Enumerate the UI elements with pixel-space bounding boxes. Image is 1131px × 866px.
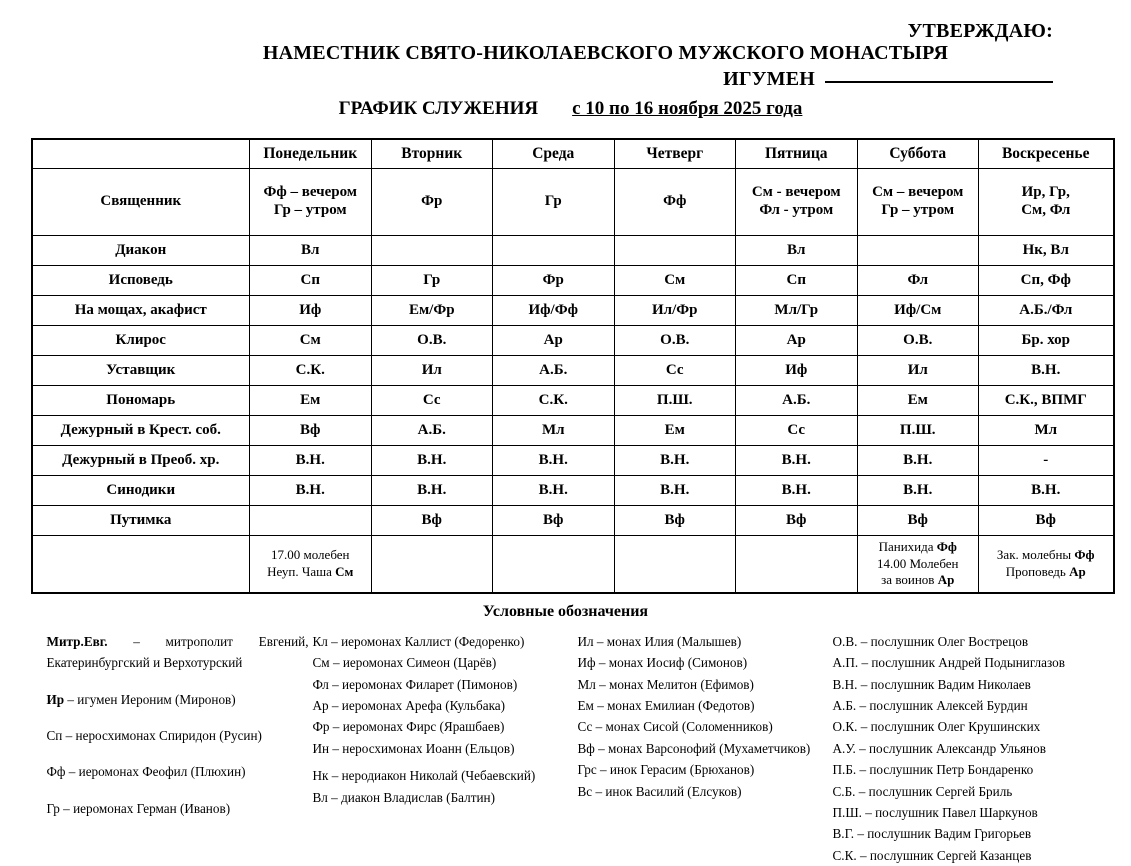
cell-line: 14.00 Молебен xyxy=(877,555,959,571)
table-head xyxy=(32,139,1114,169)
schedule-cell xyxy=(614,325,736,355)
cell-line: Вф xyxy=(421,511,442,528)
schedule-cell xyxy=(736,235,858,265)
legend-column-1 xyxy=(31,631,313,819)
legend-item: Иф – монах Иосиф (Симонов) xyxy=(577,655,748,671)
cell-line: В.Н. xyxy=(660,481,690,498)
notes-cell xyxy=(250,535,372,593)
schedule-cell xyxy=(857,235,979,265)
schedule-cell xyxy=(493,415,615,445)
schedule-cell xyxy=(857,505,979,535)
cell-line: В.Н. xyxy=(538,451,568,468)
schedule-cell xyxy=(736,445,858,475)
notes-cell xyxy=(857,535,979,593)
cell-line: А.Б. xyxy=(782,391,811,408)
schedule-cell xyxy=(614,168,736,235)
cell-line: В.Н. xyxy=(295,481,325,498)
notes-cell xyxy=(736,535,858,593)
legend-item: Ар – иеромонах Арефа (Кульбака) xyxy=(312,698,506,714)
cell-line: Вф xyxy=(1035,511,1056,528)
legend-column-3 xyxy=(578,631,833,802)
schedule-cell xyxy=(493,168,615,235)
cell-line: Иф xyxy=(785,361,808,378)
cell-line: В.Н. xyxy=(781,481,811,498)
schedule-cell xyxy=(979,385,1114,415)
schedule-cell xyxy=(493,235,615,265)
legend-item: Ир – игумен Иероним (Миронов) xyxy=(46,691,236,707)
legend-item: Митр.Евг. – митрополит Евгений, xyxy=(46,633,309,649)
schedule-cell xyxy=(371,235,493,265)
legend-item: Сс – монах Сисой (Соломенников) xyxy=(577,719,773,735)
cell-line: 17.00 молебен xyxy=(271,547,350,563)
cell-line: Фл - утром xyxy=(759,201,834,218)
schedule-cell xyxy=(371,325,493,355)
schedule-cell xyxy=(736,295,858,325)
cell-line: С.К. xyxy=(538,391,568,408)
legend-title: Условные обозначения xyxy=(482,602,649,620)
schedule-cell xyxy=(736,325,858,355)
cell-line: Иф/Фф xyxy=(528,301,578,318)
schedule-cell xyxy=(857,325,979,355)
table-row xyxy=(32,265,1114,295)
cell-line: Гр – утром xyxy=(881,201,955,218)
legend-item: А.У. – послушник Александр Ульянов xyxy=(832,740,1046,756)
cell-line: О.В. xyxy=(660,331,690,348)
cell-line: В.Н. xyxy=(417,451,447,468)
legend-spacer xyxy=(47,710,313,725)
legend-spacer xyxy=(47,746,313,761)
legend-item: Вф – монах Варсонофий (Мухаметчиков) xyxy=(577,740,811,756)
notes-cell xyxy=(371,535,493,593)
cell-line: П.Ш. xyxy=(899,421,936,438)
schedule-cell xyxy=(857,385,979,415)
table-body xyxy=(32,168,1114,593)
legend-item: В.Н. – послушник Вадим Николаев xyxy=(832,676,1031,692)
cell-line: Гр xyxy=(544,193,562,210)
cell-line: А.Б. xyxy=(417,421,446,438)
schedule-cell xyxy=(614,355,736,385)
cell-line: Иф/См xyxy=(894,301,942,318)
schedule-cell xyxy=(736,168,858,235)
schedule-cell xyxy=(250,445,372,475)
schedule-cell xyxy=(857,355,979,385)
cell-line: В.Н. xyxy=(903,481,933,498)
legend-item: Сп – неросхимонах Спиридон (Русин) xyxy=(46,728,262,744)
schedule-label: ГРАФИК СЛУЖЕНИЯ xyxy=(338,97,539,119)
schedule-table-wrap xyxy=(31,138,1101,594)
schedule-cell xyxy=(371,355,493,385)
schedule-cell xyxy=(736,385,858,415)
cell-line: Вф xyxy=(907,511,928,528)
cell-line: Гр xyxy=(423,271,441,288)
table-row xyxy=(32,295,1114,325)
cell-line: В.Н. xyxy=(660,451,690,468)
schedule-cell xyxy=(979,475,1114,505)
cell-line: Ар xyxy=(543,331,563,348)
legend-item: Вл – диакон Владислав (Балтин) xyxy=(312,789,495,805)
table-header-row xyxy=(32,139,1114,169)
row-label: Исповедь xyxy=(32,265,250,295)
cell-line: Фф – вечером xyxy=(263,184,358,201)
cell-line: А.Б. xyxy=(539,361,568,378)
cell-line: Вф xyxy=(543,511,564,528)
schedule-cell xyxy=(371,445,493,475)
row-label: Диакон xyxy=(32,235,250,265)
cell-line: О.В. xyxy=(417,331,447,348)
schedule-cell xyxy=(979,355,1114,385)
column-header-1: Понедельник xyxy=(250,139,372,169)
legend-spacer xyxy=(47,674,313,689)
cell-line: Вл xyxy=(787,241,806,258)
schedule-cell xyxy=(250,505,372,535)
schedule-cell xyxy=(371,415,493,445)
cell-line: Сс xyxy=(422,391,441,408)
legend-item: Ил – монах Илия (Малышев) xyxy=(577,633,742,649)
row-label: На мощах, акафист xyxy=(32,295,250,325)
table-row xyxy=(32,385,1114,415)
cell-line: Вф xyxy=(664,511,685,528)
cell-line: Неуп. Чаша См xyxy=(267,563,354,579)
cell-line: С.К. xyxy=(295,361,325,378)
legend-item: А.Б. – послушник Алексей Бурдин xyxy=(832,698,1028,714)
legend-item: Фф – иеромонах Феофил (Плюхин) xyxy=(46,764,246,780)
schedule-cell xyxy=(857,168,979,235)
schedule-cell xyxy=(250,355,372,385)
cell-line: Мл xyxy=(541,421,565,438)
table-row xyxy=(32,445,1114,475)
schedule-cell xyxy=(979,295,1114,325)
schedule-cell xyxy=(250,325,372,355)
legend-item: Екатеринбургский и Верхотурский xyxy=(46,655,243,671)
schedule-cell xyxy=(614,235,736,265)
legend-item: Ин – неросхимонах Иоанн (Ельцов) xyxy=(312,740,515,756)
cell-line: Ир, Гр, xyxy=(1021,184,1070,201)
legend-item: Мл – монах Мелитон (Ефимов) xyxy=(577,676,754,692)
legend-item: Вс – инок Василий (Елсуков) xyxy=(577,783,742,799)
cell-line: См – вечером xyxy=(872,184,964,201)
schedule-cell xyxy=(979,265,1114,295)
legend-item: Фл – иеромонах Филарет (Пимонов) xyxy=(312,676,518,692)
table-row xyxy=(32,168,1114,235)
cell-line: Панихида Фф xyxy=(878,538,957,554)
cell-line: Ил xyxy=(907,361,928,378)
cell-line: Проповедь Ар xyxy=(1005,563,1086,579)
table-notes-row xyxy=(32,535,1114,593)
table-row xyxy=(32,415,1114,445)
cell-line: А.Б./Фл xyxy=(1019,301,1073,318)
cell-line: Ем/Фр xyxy=(408,301,455,318)
cell-line: Фр xyxy=(542,271,564,288)
cell-line: В.Н. xyxy=(1031,361,1061,378)
schedule-cell xyxy=(371,385,493,415)
cell-line: Сп xyxy=(300,271,320,288)
schedule-cell xyxy=(979,168,1114,235)
cell-line: за воинов Ар xyxy=(881,572,955,588)
schedule-cell xyxy=(250,415,372,445)
schedule-cell xyxy=(371,265,493,295)
schedule-cell xyxy=(979,415,1114,445)
row-label: Клирос xyxy=(32,325,250,355)
schedule-cell xyxy=(493,295,615,325)
schedule-cell xyxy=(614,265,736,295)
cell-line: В.Н. xyxy=(538,481,568,498)
legend-item: А.П. – послушник Андрей Подыниглазов xyxy=(832,655,1065,671)
legend xyxy=(31,631,1101,866)
cell-line: С.К., ВПМГ xyxy=(1004,391,1087,408)
row-label: Пономарь xyxy=(32,385,250,415)
abbot-signature-rule xyxy=(825,81,1053,83)
cell-line: См xyxy=(299,331,321,348)
schedule-cell xyxy=(857,475,979,505)
legend-item: Ем – монах Емилиан (Федотов) xyxy=(577,698,755,714)
schedule-cell xyxy=(979,445,1114,475)
cell-line: Зак. молебны Фф xyxy=(996,547,1095,563)
legend-item: П.Ш. – послушник Павел Шаркунов xyxy=(832,804,1038,820)
cell-line: Фр xyxy=(421,193,443,210)
cell-line: См, Фл xyxy=(1021,201,1071,218)
schedule-cell xyxy=(493,385,615,415)
legend-item: Фр – иеромонах Фирс (Ярашбаев) xyxy=(312,719,505,735)
cell-line: Вл xyxy=(301,241,320,258)
cell-line: Мл/Гр xyxy=(774,301,819,318)
cell-line: Фл xyxy=(907,271,929,288)
legend-item: П.Б. – послушник Петр Бондаренко xyxy=(832,762,1034,778)
legend-item: О.В. – послушник Олег Вострецов xyxy=(832,633,1029,649)
column-header-2: Вторник xyxy=(371,139,493,169)
legend-spacer xyxy=(47,783,313,798)
schedule-cell xyxy=(614,415,736,445)
legend-item: С.К. – послушник Сергей Казанцев xyxy=(832,847,1032,863)
schedule-cell xyxy=(857,445,979,475)
cell-line: В.Н. xyxy=(903,451,933,468)
schedule-cell xyxy=(493,475,615,505)
schedule-cell xyxy=(371,475,493,505)
cell-line: Фф xyxy=(663,193,687,210)
cell-line: В.Н. xyxy=(417,481,447,498)
cell-line: Иф xyxy=(299,301,322,318)
cell-line: В.Н. xyxy=(781,451,811,468)
schedule-cell xyxy=(371,505,493,535)
column-header-5: Пятница xyxy=(736,139,858,169)
legend-item: С.Б. – послушник Сергей Бриль xyxy=(832,783,1013,799)
legend-item: Кл – иеромонах Каллист (Федоренко) xyxy=(312,633,525,649)
cell-line: Ем xyxy=(664,421,685,438)
schedule-cell xyxy=(979,325,1114,355)
schedule-cell xyxy=(250,475,372,505)
schedule-cell xyxy=(857,295,979,325)
schedule-cell xyxy=(371,168,493,235)
schedule-cell xyxy=(493,355,615,385)
cell-line: Сс xyxy=(665,361,684,378)
schedule-cell xyxy=(250,265,372,295)
monastery-line: НАМЕСТНИК СВЯТО-НИКОЛАЕВСКОГО МУЖСКОГО МОНАСТЫРЯ xyxy=(262,42,949,65)
schedule-cell xyxy=(736,505,858,535)
table-row xyxy=(32,355,1114,385)
approve-line: УТВЕРЖДАЮ: xyxy=(907,20,1053,42)
cell-line: Мл xyxy=(1034,421,1058,438)
cell-line: В.Н. xyxy=(295,451,325,468)
schedule-cell xyxy=(979,235,1114,265)
cell-line: Ем xyxy=(907,391,928,408)
schedule-cell xyxy=(250,385,372,415)
row-label: Путимка xyxy=(32,505,250,535)
schedule-cell xyxy=(493,325,615,355)
cell-line: Гр – утром xyxy=(273,201,347,218)
cell-line: См - вечером xyxy=(751,184,841,201)
legend-item: Грс – инок Герасим (Брюханов) xyxy=(577,762,755,778)
column-header-6: Суббота xyxy=(857,139,979,169)
schedule-cell xyxy=(493,505,615,535)
row-label: Уставщик xyxy=(32,355,250,385)
schedule-cell xyxy=(736,265,858,295)
notes-cell xyxy=(979,535,1114,593)
row-label: Дежурный в Преоб. хр. xyxy=(32,445,250,475)
schedule-cell xyxy=(614,505,736,535)
notes-cell xyxy=(493,535,615,593)
cell-line: В.Н. xyxy=(1031,481,1061,498)
schedule-cell xyxy=(979,505,1114,535)
cell-line: Вф xyxy=(300,421,321,438)
abbot-line xyxy=(40,66,1091,92)
schedule-cell xyxy=(857,265,979,295)
cell-line: Ар xyxy=(786,331,806,348)
schedule-table xyxy=(31,138,1115,594)
legend-item: Нк – неродиакон Николай (Чебаевский) xyxy=(312,768,536,784)
column-header-4: Четверг xyxy=(614,139,736,169)
row-label: Синодики xyxy=(32,475,250,505)
schedule-cell xyxy=(736,355,858,385)
schedule-cell xyxy=(250,168,372,235)
cell-line: Сс xyxy=(787,421,806,438)
notes-label-cell xyxy=(32,535,250,593)
notes-cell xyxy=(614,535,736,593)
document-header xyxy=(0,0,1131,120)
schedule-cell xyxy=(614,385,736,415)
schedule-cell xyxy=(493,445,615,475)
schedule-cell xyxy=(614,445,736,475)
table-row xyxy=(32,475,1114,505)
schedule-cell xyxy=(736,415,858,445)
schedule-dates: с 10 по 16 ноября 2025 года xyxy=(572,97,803,119)
schedule-cell xyxy=(614,475,736,505)
cell-line: Сп xyxy=(786,271,806,288)
table-row xyxy=(32,325,1114,355)
cell-line: О.В. xyxy=(903,331,933,348)
legend-column-4 xyxy=(833,631,1101,866)
row-label: Дежурный в Крест. соб. xyxy=(32,415,250,445)
schedule-cell xyxy=(614,295,736,325)
cell-line: Сп, Фф xyxy=(1020,271,1071,288)
cell-line: См xyxy=(664,271,686,288)
cell-line: Вф xyxy=(786,511,807,528)
cell-line: Ил/Фр xyxy=(652,301,698,318)
legend-column-2 xyxy=(313,631,578,808)
schedule-cell xyxy=(250,235,372,265)
column-header-7: Воскресенье xyxy=(979,139,1114,169)
schedule-cell xyxy=(250,295,372,325)
legend-item: Гр – иеромонах Герман (Иванов) xyxy=(46,800,231,816)
legend-item: О.К. – послушник Олег Крушинских xyxy=(832,719,1041,735)
table-row xyxy=(32,235,1114,265)
schedule-cell xyxy=(493,265,615,295)
column-header-3: Среда xyxy=(493,139,615,169)
cell-line: - xyxy=(1043,451,1049,468)
legend-item: См – иеромонах Симеон (Царёв) xyxy=(312,655,497,671)
abbot-label: ИГУМЕН xyxy=(723,67,815,90)
cell-line: Ем xyxy=(300,391,321,408)
schedule-cell xyxy=(857,415,979,445)
schedule-cell xyxy=(736,475,858,505)
legend-item: В.Г. – послушник Вадим Григорьев xyxy=(832,826,1032,842)
cell-line: Ил xyxy=(421,361,442,378)
cell-line: П.Ш. xyxy=(656,391,693,408)
table-row xyxy=(32,505,1114,535)
row-label: Священник xyxy=(32,168,250,235)
cell-line: Нк, Вл xyxy=(1022,241,1069,258)
schedule-cell xyxy=(371,295,493,325)
schedule-title-row xyxy=(40,98,1091,120)
table-corner-cell xyxy=(32,139,250,169)
cell-line: Бр. хор xyxy=(1021,331,1071,348)
